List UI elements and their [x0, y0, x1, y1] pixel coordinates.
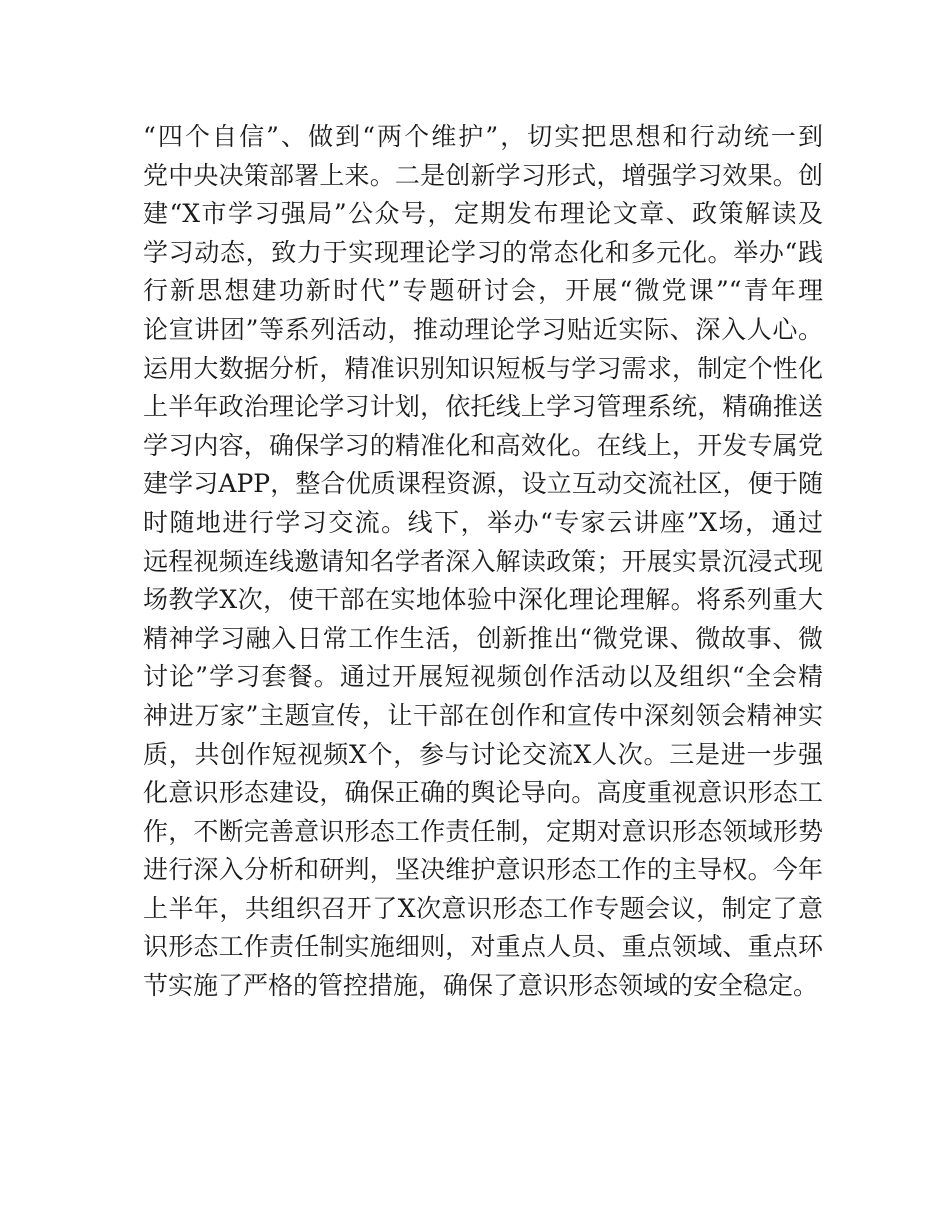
text-line: 上半年，共组织召开了X次意识形态工作专题会议，制定了意 [143, 893, 823, 923]
text-line: 场教学X次，使干部在实地体验中深化理论理解。将系列重大 [143, 585, 823, 615]
text-line: 时随地进行学习交流。线下，举办“专家云讲座”X场，通过 [143, 507, 823, 537]
text-line: 学习内容，确保学习的精准化和高效化。在线上，开发专属党 [143, 430, 823, 460]
text-line: 进行深入分析和研判，坚决维护意识形态工作的主导权。今年 [143, 855, 823, 885]
body-paragraph [143, 118, 823, 1006]
text-line: 化意识形态建设，确保正确的舆论导向。高度重视意识形态工 [143, 778, 823, 808]
text-line: 建“X市学习强局”公众号，定期发布理论文章、政策解读及 [143, 199, 823, 229]
text-line: 上半年政治理论学习计划，依托线上学习管理系统，精确推送 [143, 392, 823, 422]
text-line: 作，不断完善意识形态工作责任制，定期对意识形态领域形势 [143, 816, 823, 846]
text-line: 论宣讲团”等系列活动，推动理论学习贴近实际、深入人心。 [143, 314, 823, 344]
text-line: 建学习APP，整合优质课程资源，设立互动交流社区，便于随 [143, 469, 823, 499]
text-line: 行新思想建功新时代”专题研讨会，开展“微党课”“青年理 [143, 276, 823, 306]
text-line: 精神学习融入日常工作生活，创新推出“微党课、微故事、微 [143, 623, 823, 653]
text-line: 神进万家”主题宣传，让干部在创作和宣传中深刻领会精神实 [143, 700, 823, 730]
text-line: 质，共创作短视频X个，参与讨论交流X人次。三是进一步强 [143, 739, 823, 769]
text-line: 远程视频连线邀请知名学者深入解读政策；开展实景沉浸式现 [143, 546, 823, 576]
text-line: “四个自信”、做到“两个维护”，切实把思想和行动统一到 [143, 122, 823, 151]
text-line: 讨论”学习套餐。通过开展短视频创作活动以及组织“全会精 [143, 662, 823, 692]
text-line: 节实施了严格的管控措施，确保了意识形态领域的安全稳定。 [143, 971, 819, 1001]
text-line: 党中央决策部署上来。二是创新学习形式，增强学习效果。创 [143, 160, 823, 190]
text-line: 识形态工作责任制实施细则，对重点人员、重点领域、重点环 [143, 932, 823, 962]
text-line: 学习动态，致力于实现理论学习的常态化和多元化。举办“践 [143, 237, 823, 267]
text-line: 运用大数据分析，精准识别知识短板与学习需求，制定个性化 [143, 353, 823, 383]
